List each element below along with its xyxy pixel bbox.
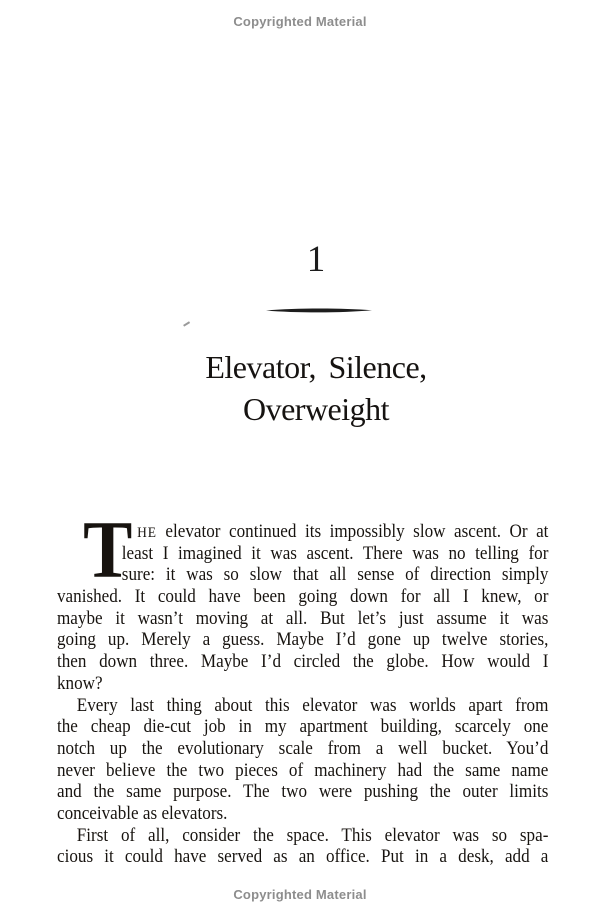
body-text-block [57, 504, 549, 868]
text-line: going up. Merely a guess. Maybe I’d gone up twelve stories, [57, 629, 549, 651]
text-line: know? [57, 672, 103, 694]
text-line: least I imagined it was ascent. There was no telling for [121, 542, 549, 564]
text-line: vanished. It could have been going down for all I knew, or [57, 586, 549, 608]
chapter-number: 1 [306, 239, 326, 280]
text-line: HE elevator continued its impossibly slow ascent. Or at [137, 521, 549, 542]
copyright-notice-top: Copyrighted Material [233, 14, 367, 29]
text-line: the cheap die-cut job in my apartment building, scarcely one [57, 716, 549, 738]
chapter-title-line1: Elevator, Silence, [205, 349, 427, 385]
text-line: never believe the two pieces of machinery had the same name [57, 759, 549, 781]
small-caps-lead: HE [137, 525, 157, 541]
chapter-divider-rule [266, 306, 372, 315]
copyright-notice-bottom: Copyrighted Material [233, 887, 367, 902]
text-line: Every last thing about this elevator was worlds apart from [76, 694, 549, 716]
text-line: cious it could have served as an office. Put in a desk, add a [57, 846, 549, 868]
text-line: First of all, consider the space. This elevator was so spa- [76, 824, 549, 846]
text-line: then down three. Maybe I’d circled the globe. How would I [57, 651, 549, 673]
text-line: sure: it was so slow that all sense of direction simply [121, 564, 549, 586]
drop-cap-letter: T [83, 504, 133, 595]
text-line: notch up the evolutionary scale from a well bucket. You’d [57, 737, 549, 759]
text-line: and the same purpose. The two were pushing the outer limits [57, 781, 549, 803]
chapter-title [16, 346, 600, 430]
text-line: conceivable as elevators. [57, 802, 228, 824]
scan-artifact-mark [183, 321, 190, 326]
chapter-title-line2: Overweight [242, 391, 390, 427]
text-line: maybe it wasn’t moving at all. But let’s just assume it was [57, 607, 549, 629]
